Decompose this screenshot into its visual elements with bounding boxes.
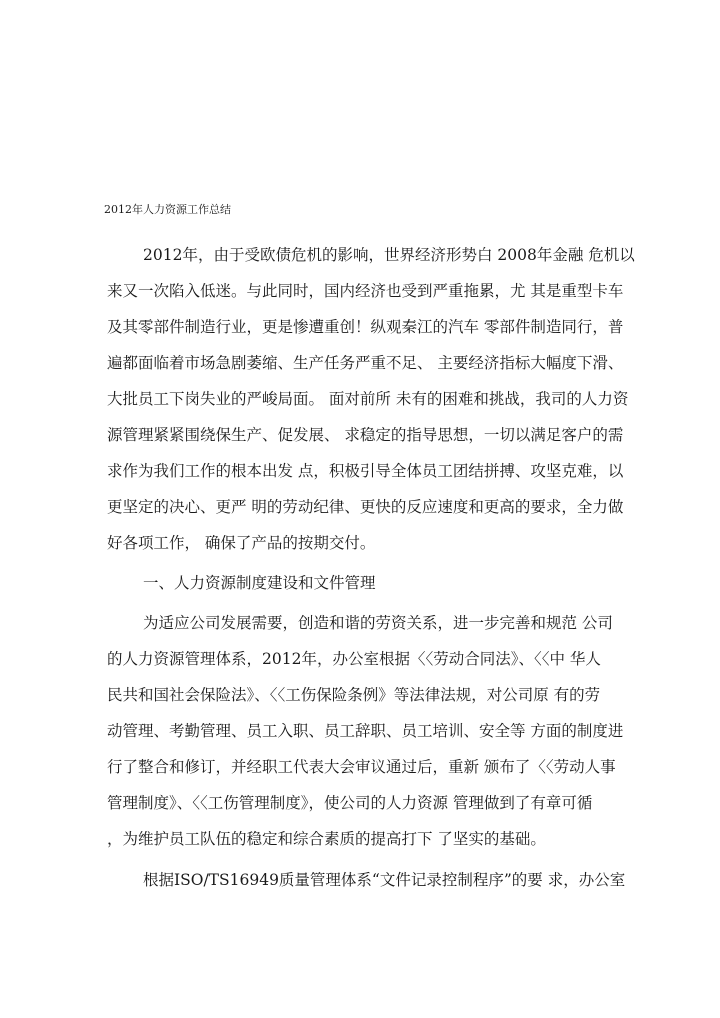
document-title: 2012年人力资源工作总结	[104, 203, 231, 216]
paragraph-line: 民共和国社会保险法》、〈〈工伤保险条例》等法律法规，对公司原 有的劳	[107, 686, 601, 704]
paragraph-line: 2012年，由于受欧债危机的影响，世界经济形势白 2008年金融 危机以	[143, 246, 635, 264]
paragraph-line: 动管理、考勤管理、员工入职、员工辞职、员工培训、安全等 方面的制度进	[107, 722, 624, 740]
paragraph-line: 大批员工下岗失业的严峻局面。 面对前所 未有的困难和挑战，我司的人力资	[107, 390, 629, 408]
paragraph-line: 为适应公司发展需要，创造和谐的劳资关系，进一步完善和规范 公司	[143, 614, 613, 632]
paragraph-line: 好各项工作， 确保了产品的按期交付。	[107, 534, 376, 552]
paragraph-line: 遍都面临着市场急剧萎缩、生产任务严重不足、 主要经济指标大幅度下滑、	[107, 354, 624, 372]
section-heading: 一、人力资源制度建设和文件管理	[143, 574, 376, 592]
paragraph-line: 源管理紧紧围绕保生产、促发展、 求稳定的指导思想，一切以满足客户的需	[107, 426, 624, 444]
paragraph-line: 来又一次陷入低迷。与此同时，国内经济也受到严重拖累，尤 其是重型卡车	[107, 282, 624, 300]
paragraph-line: 行了整合和修订，并经职工代表大会审议通过后，重新 颁布了〈〈劳动人事	[107, 758, 616, 776]
paragraph-line: ，为维护员工队伍的稳定和综合素质的提高打下 了坚实的基础。	[107, 830, 546, 848]
paragraph-line: 求作为我们工作的根本出发 点，积极引导全体员工团结拼搏、攻坚克难，以	[107, 462, 624, 480]
paragraph-line: 管理制度》、〈〈工伤管理制度》，使公司的人力资源 管理做到了有章可循	[107, 794, 593, 812]
paragraph-line: 更坚定的决心、更严 明的劳动纪律、更快的反应速度和更高的要求，全力做	[107, 498, 624, 516]
paragraph-line: 根据ISO/TS16949质量管理体系“文件记录控制程序”的要 求，办公室	[143, 871, 626, 889]
paragraph-line: 及其零部件制造行业，更是惨遭重创！纵观秦江的汽车 零部件制造同行，普	[107, 318, 624, 336]
paragraph-line: 的人力资源管理体系，2012年，办公室根据〈〈劳动合同法》、〈〈中 华人	[107, 650, 601, 668]
